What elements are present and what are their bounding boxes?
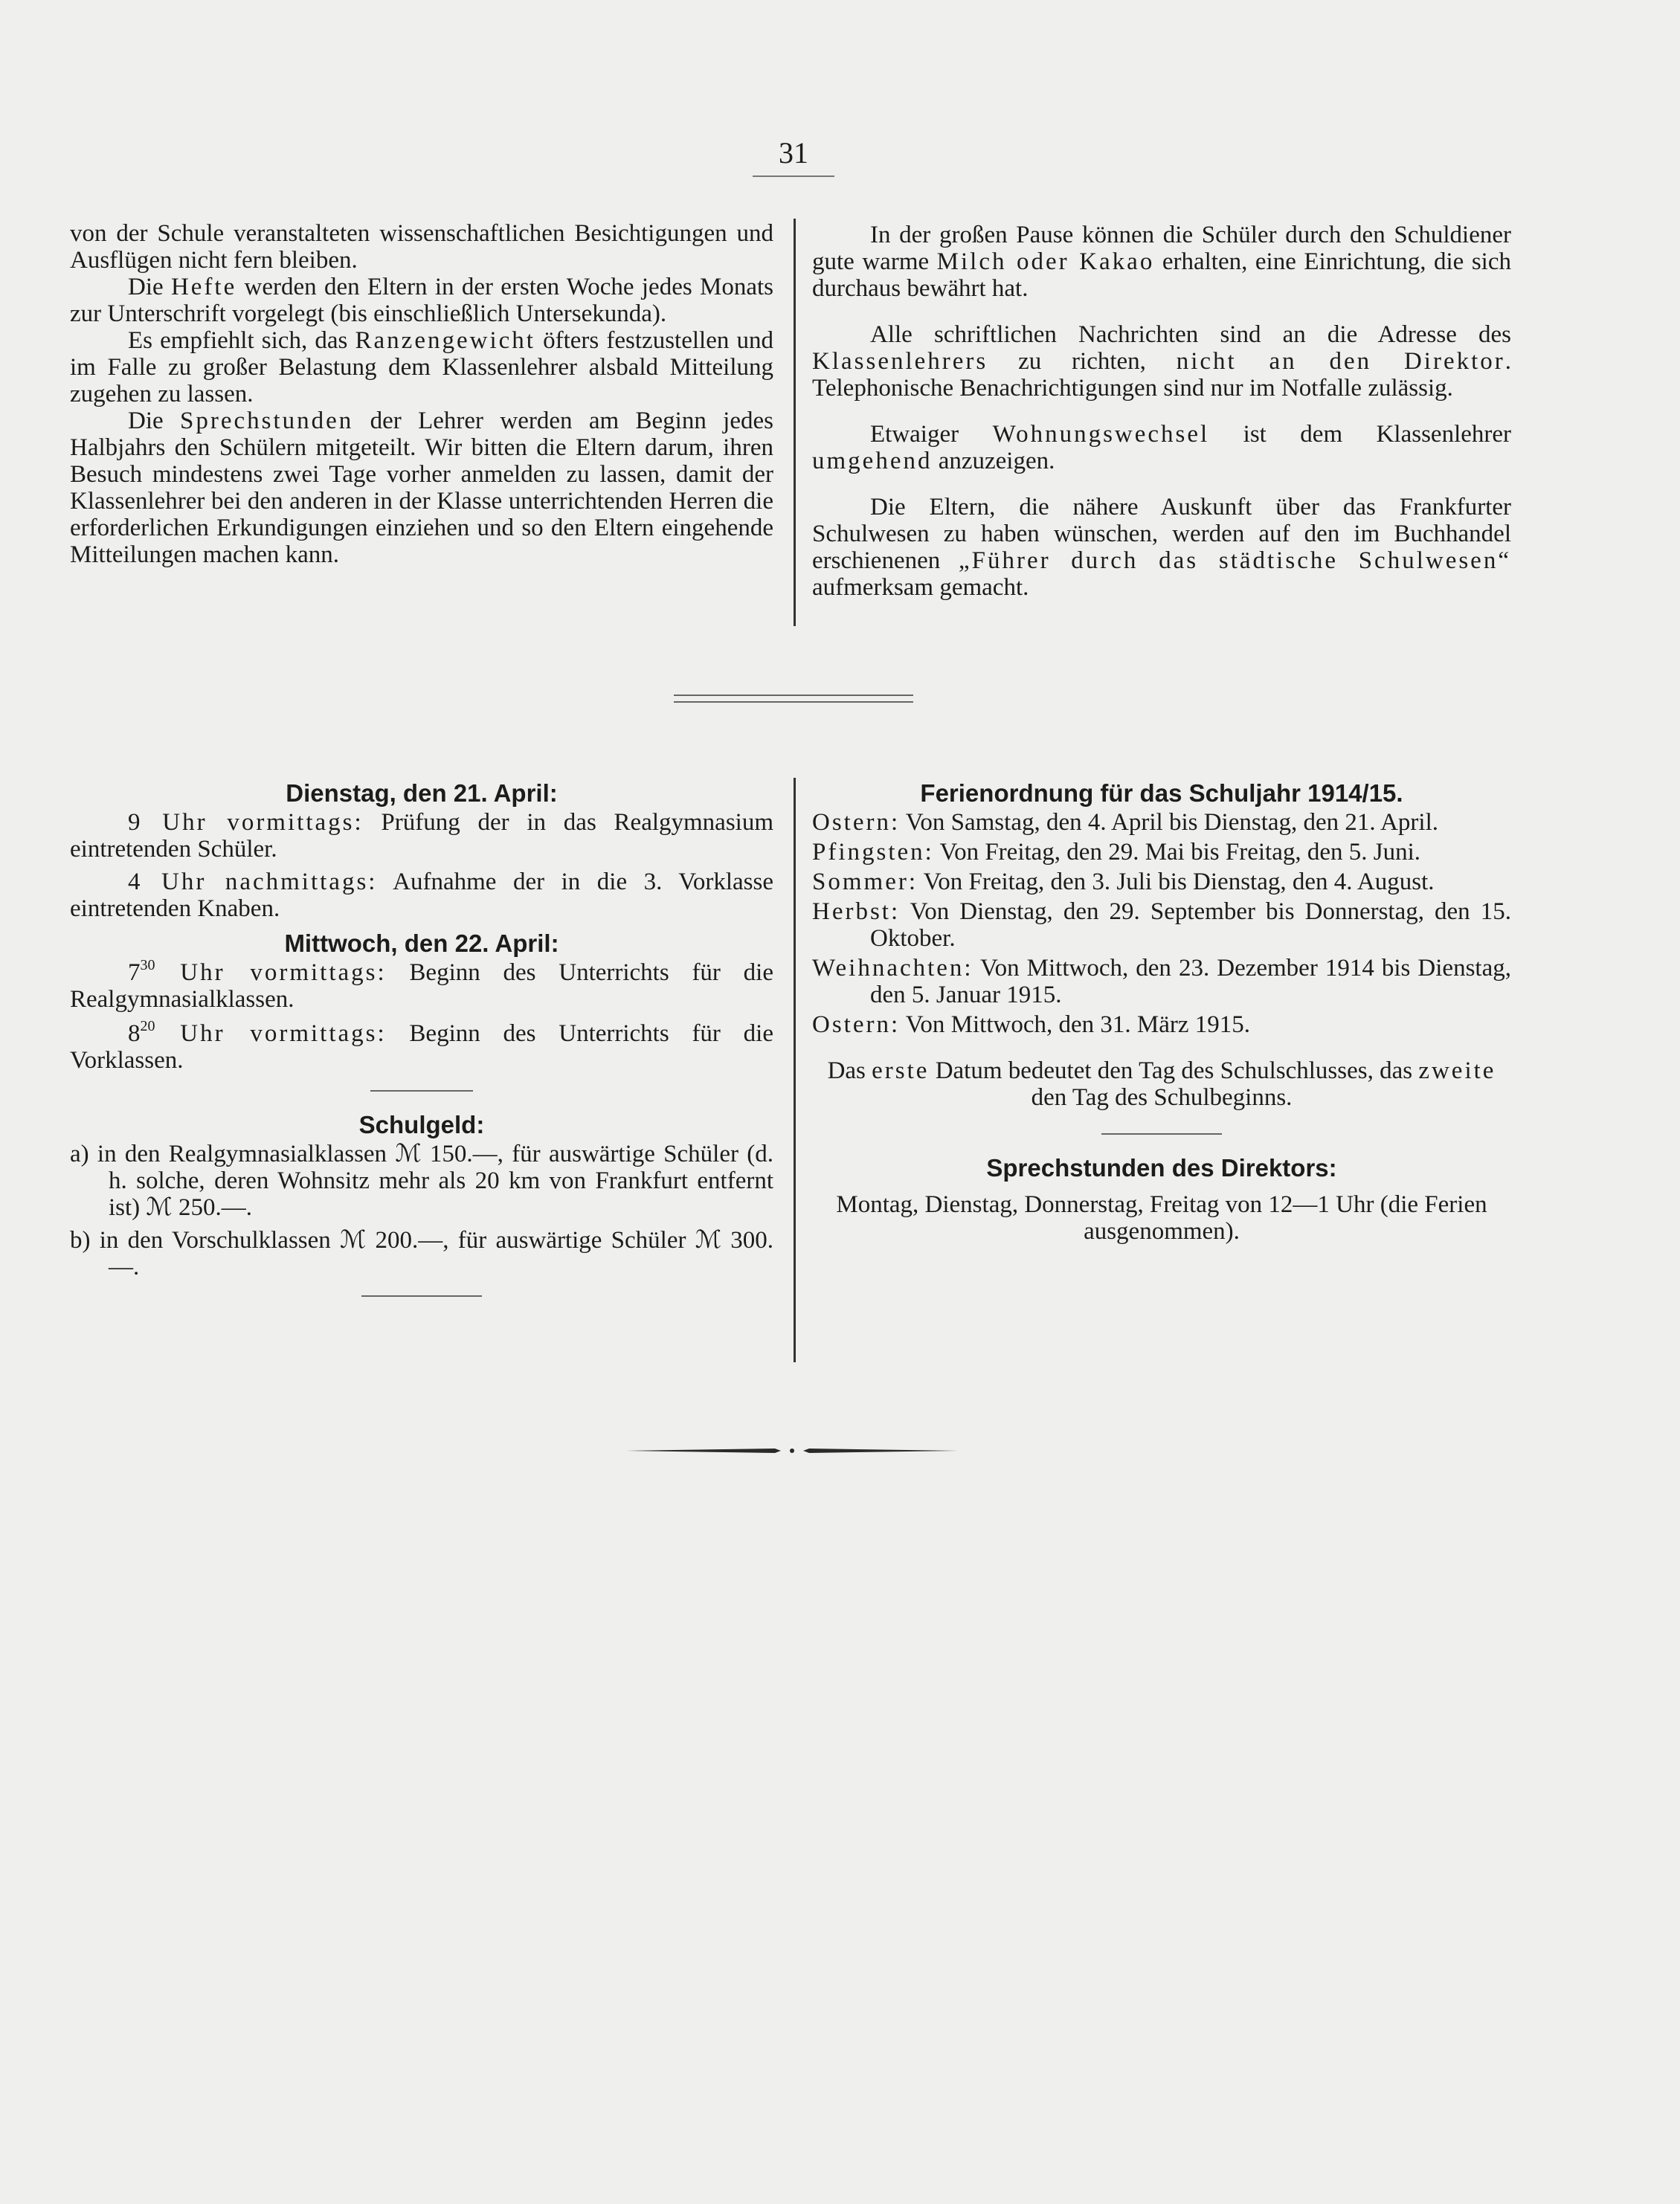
holiday-item: Weihnachten: Von Mittwoch, den 23. Dezember 1914 bis Dienstag, den 5. Januar 1915. xyxy=(812,955,1511,1008)
holiday-item: Ostern: Von Samstag, den 4. April bis Dienstag, den 21. April. xyxy=(812,809,1438,836)
short-rule xyxy=(370,1090,473,1092)
holiday-item: Herbst: Von Dienstag, den 29. September bis Donnerstag, den 15. Oktober. xyxy=(812,898,1511,952)
fee-item: b) in den Vorschulklassen ℳ 200.—, für auswärtige Schüler ℳ 300.—. xyxy=(70,1227,773,1280)
page-number: 31 xyxy=(779,136,808,170)
column-divider xyxy=(794,778,796,1362)
schedule-item: $8^{20}$ Uhr vormittags: Beginn des Unterrichts für die Vorklassen. xyxy=(70,1018,773,1074)
paragraph: Die Hefte werden den Eltern in der ersten Woche jedes Monats zur Unterschrift vorgelegt (bis einschließlich Untersekunda). xyxy=(70,274,773,327)
page-number-rule xyxy=(753,175,834,177)
holiday-item: Ostern: Von Mittwoch, den 31. März 1915. xyxy=(812,1011,1250,1038)
paragraph: Die Sprechstunden der Lehrer werden am Beginn jedes Halbjahrs den Schülern mitgeteilt. Wir bitten die Eltern darum, ihren Besuch mindestens zwei Tage vorher anmelden zu lassen, damit der Klassenlehrer bei den anderen in der Klasse unterrichtenden Herren die erforderlichen Erkundigungen einziehen und so den Eltern eingehende Mitteilungen machen kann. xyxy=(70,407,773,568)
section-heading: Dienstag, den 21. April: xyxy=(286,779,558,807)
section-heading: Sprechstunden des Direktors: xyxy=(986,1154,1337,1182)
fee-item: a) in den Realgymnasialklassen ℳ 150.—, für auswärtige Schüler (d. h. solche, deren Wohnsitz mehr als 20 km von Frankfurt entfernt ist) ℳ 250.—. xyxy=(70,1141,773,1221)
top-right-column xyxy=(812,222,1511,601)
paragraph: Es empfiehlt sich, das Ranzengewicht öfters festzustellen und im Falle zu großer Belastung dem Klassenlehrer alsbald Mitteilung zugehen zu lassen. xyxy=(70,327,773,407)
section-heading: Schulgeld: xyxy=(358,1111,485,1138)
short-rule xyxy=(1101,1133,1222,1135)
paragraph: von der Schule veranstalteten wissenschaftlichen Besichtigungen und Ausflügen nicht fern bleiben. xyxy=(70,220,773,274)
paragraph: Die Eltern, die nähere Auskunft über das Frankfurter Schulwesen zu haben wünschen, werden auf den im Buchhandel erschienenen „Führer durch das städtische Schulwesen“ aufmerksam gemacht. xyxy=(812,494,1511,601)
schedule-item: 4 Uhr nachmittags: Aufnahme der in die 3. Vorklasse eintretenden Knaben. xyxy=(70,869,774,922)
paragraph: In der großen Pause können die Schüler durch den Schuldiener gute warme Milch oder Kakao erhalten, eine Einrichtung, die sich durchaus bewährt hat. xyxy=(812,222,1511,302)
holiday-list xyxy=(812,809,1511,1038)
section-separator xyxy=(674,695,913,703)
bottom-right-column xyxy=(812,778,1511,1245)
schedule-item: 9 Uhr vormittags: Prüfung der in das Realgymnasium eintretenden Schüler. xyxy=(70,809,773,863)
section-heading: Mittwoch, den 22. April: xyxy=(284,929,559,957)
column-divider xyxy=(794,219,796,626)
short-rule xyxy=(361,1295,482,1297)
section-heading: Ferienordnung für das Schuljahr 1914/15. xyxy=(920,779,1403,807)
date-note: Das erste Datum bedeutet den Tag des Schulschlusses, das zweite den Tag des Schulbeginns. xyxy=(827,1057,1496,1111)
holiday-item: Pfingsten: Von Freitag, den 29. Mai bis Freitag, den 5. Juni. xyxy=(812,839,1420,866)
schedule-item: $7^{30}$ Uhr vormittags: Beginn des Unterrichts für die Realgymnasialklassen. xyxy=(70,957,773,1013)
office-hours: Montag, Dienstag, Donnerstag, Freitag von 12—1 Uhr (die Ferien ausgenommen). xyxy=(836,1191,1487,1245)
holiday-item: Sommer: Von Freitag, den 3. Juli bis Dienstag, den 4. August. xyxy=(812,869,1435,895)
top-left-column xyxy=(70,220,773,568)
paragraph: Etwaiger Wohnungswechsel ist dem Klassenlehrer umgehend anzuzeigen. xyxy=(812,421,1512,474)
paragraph: Alle schriftlichen Nachrichten sind an die Adresse des Klassenlehrers zu richten, nicht an den Direktor. Telephonische Benachrichtigungen sind nur im Notfalle zulässig. xyxy=(812,321,1511,402)
end-ornament xyxy=(626,1446,958,1456)
bottom-left-column xyxy=(70,778,773,1297)
